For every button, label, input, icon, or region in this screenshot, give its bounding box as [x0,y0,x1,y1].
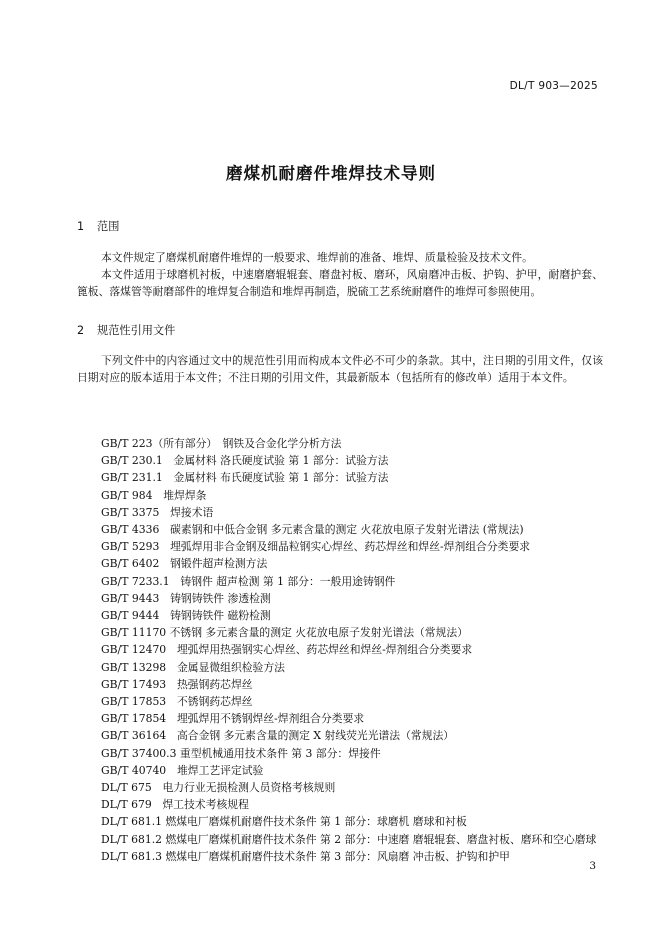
reference-item: GB/T 12470 埋弧焊用热强钢实心焊丝、药芯焊丝和焊丝-焊剂组合分类要求 [101,643,473,657]
reference-item: GB/T 230.1 金属材料 洛氏硬度试验 第 1 部分：试验方法 [101,454,389,468]
reference-item: GB/T 3375 焊接术语 [101,505,214,519]
reference-item: GB/T 231.1 金属材料 布氏硬度试验 第 1 部分：试验方法 [101,471,389,485]
section-1-heading [77,218,119,234]
reference-item: DL/T 675 电力行业无损检测人员资格考核规则 [101,781,336,795]
section-1-body [77,249,603,300]
reference-item: GB/T 984 堆焊焊条 [101,488,207,502]
reference-item: GB/T 223（所有部分） 钢铁及合金化学分析方法 [101,437,342,450]
reference-item: GB/T 11170 不锈钢 多元素含量的测定 火花放电原子发射光谱法（常规法） [101,626,468,640]
standard-code: DL/T 903—2025 [509,80,598,92]
reference-item: GB/T 17493 热强钢药芯焊丝 [101,677,253,691]
reference-item: GB/T 9443 铸钢铸铁件 渗透检测 [101,591,271,605]
reference-item: GB/T 7233.1 铸钢件 超声检测 第 1 部分：一般用途铸钢件 [101,574,396,588]
section-2-title: 规范性引用文件 [97,324,176,337]
reference-item: GB/T 5293 埋弧焊用非合金钢及细晶粒钢实心焊丝、药芯焊丝和焊丝-焊剂组合分类要求 [101,540,531,554]
section-1-title: 范围 [97,220,120,233]
intro-paragraph: 下列文件中的内容通过文中的规范性引用而构成本文件必不可少的条款。其中，注日期的引用文件，仅该日期对应的版本适用于本文件；不注日期的引用文件，其最新版本（包括所有的修改单）适用于本文件。 [77,354,603,384]
reference-item: GB/T 37400.3 重型机械通用技术条件 第 3 部分：焊接件 [101,746,381,760]
section-1-number: 1 [77,220,85,233]
section-2-number: 2 [77,324,85,337]
scope-paragraph: 本文件规定了磨煤机耐磨件堆焊的一般要求、堆焊前的准备、堆焊、质量检验及技术文件。 [101,251,533,264]
reference-item: GB/T 9444 铸钢铸铁件 磁粉检测 [101,609,271,623]
reference-item: GB/T 40740 堆焊工艺评定试验 [101,763,264,777]
scope-paragraph: 本文件适用于球磨机衬板，中速磨磨辊辊套、磨盘衬板、磨环，风扇磨冲击板、护钩、护甲，耐磨护套、篦板、落煤管等耐磨部件的堆焊复合制造和堆焊再制造，脱硫工艺系统耐磨件的堆焊可参照使用。 [77,268,603,298]
page-number: 3 [589,860,596,872]
document-title: 磨煤机耐磨件堆焊技术导则 [226,164,436,183]
section-2-intro [77,352,603,386]
reference-item: GB/T 6402 钢锻件超声检测方法 [101,557,268,571]
reference-item: DL/T 679 焊工技术考核规程 [101,798,249,812]
reference-item: GB/T 17854 埋弧焊用不锈钢焊丝-焊剂组合分类要求 [101,712,365,726]
reference-item: GB/T 13298 金属显微组织检验方法 [101,660,285,674]
reference-item: DL/T 681.1 燃煤电厂磨煤机耐磨件技术条件 第 1 部分：球磨机 磨球和衬板 [101,815,467,829]
reference-item: GB/T 4336 碳素钢和中低合金钢 多元素含量的测定 火花放电原子发射光谱法 (常规法) [101,523,524,537]
reference-item: DL/T 681.2 燃煤电厂磨煤机耐磨件技术条件 第 2 部分：中速磨 磨辊辊套、磨盘衬板、磨环和空心磨球 [101,832,597,846]
reference-item: GB/T 17853 不锈钢药芯焊丝 [101,695,253,709]
reference-item: GB/T 36164 高合金钢 多元素含量的测定 X 射线荧光光谱法（常规法） [101,729,455,743]
reference-item: DL/T 681.3 燃煤电厂磨煤机耐磨件技术条件 第 3 部分：风扇磨 冲击板、护钩和护甲 [101,849,510,863]
section-2-heading [77,322,175,338]
reference-list [77,435,603,865]
